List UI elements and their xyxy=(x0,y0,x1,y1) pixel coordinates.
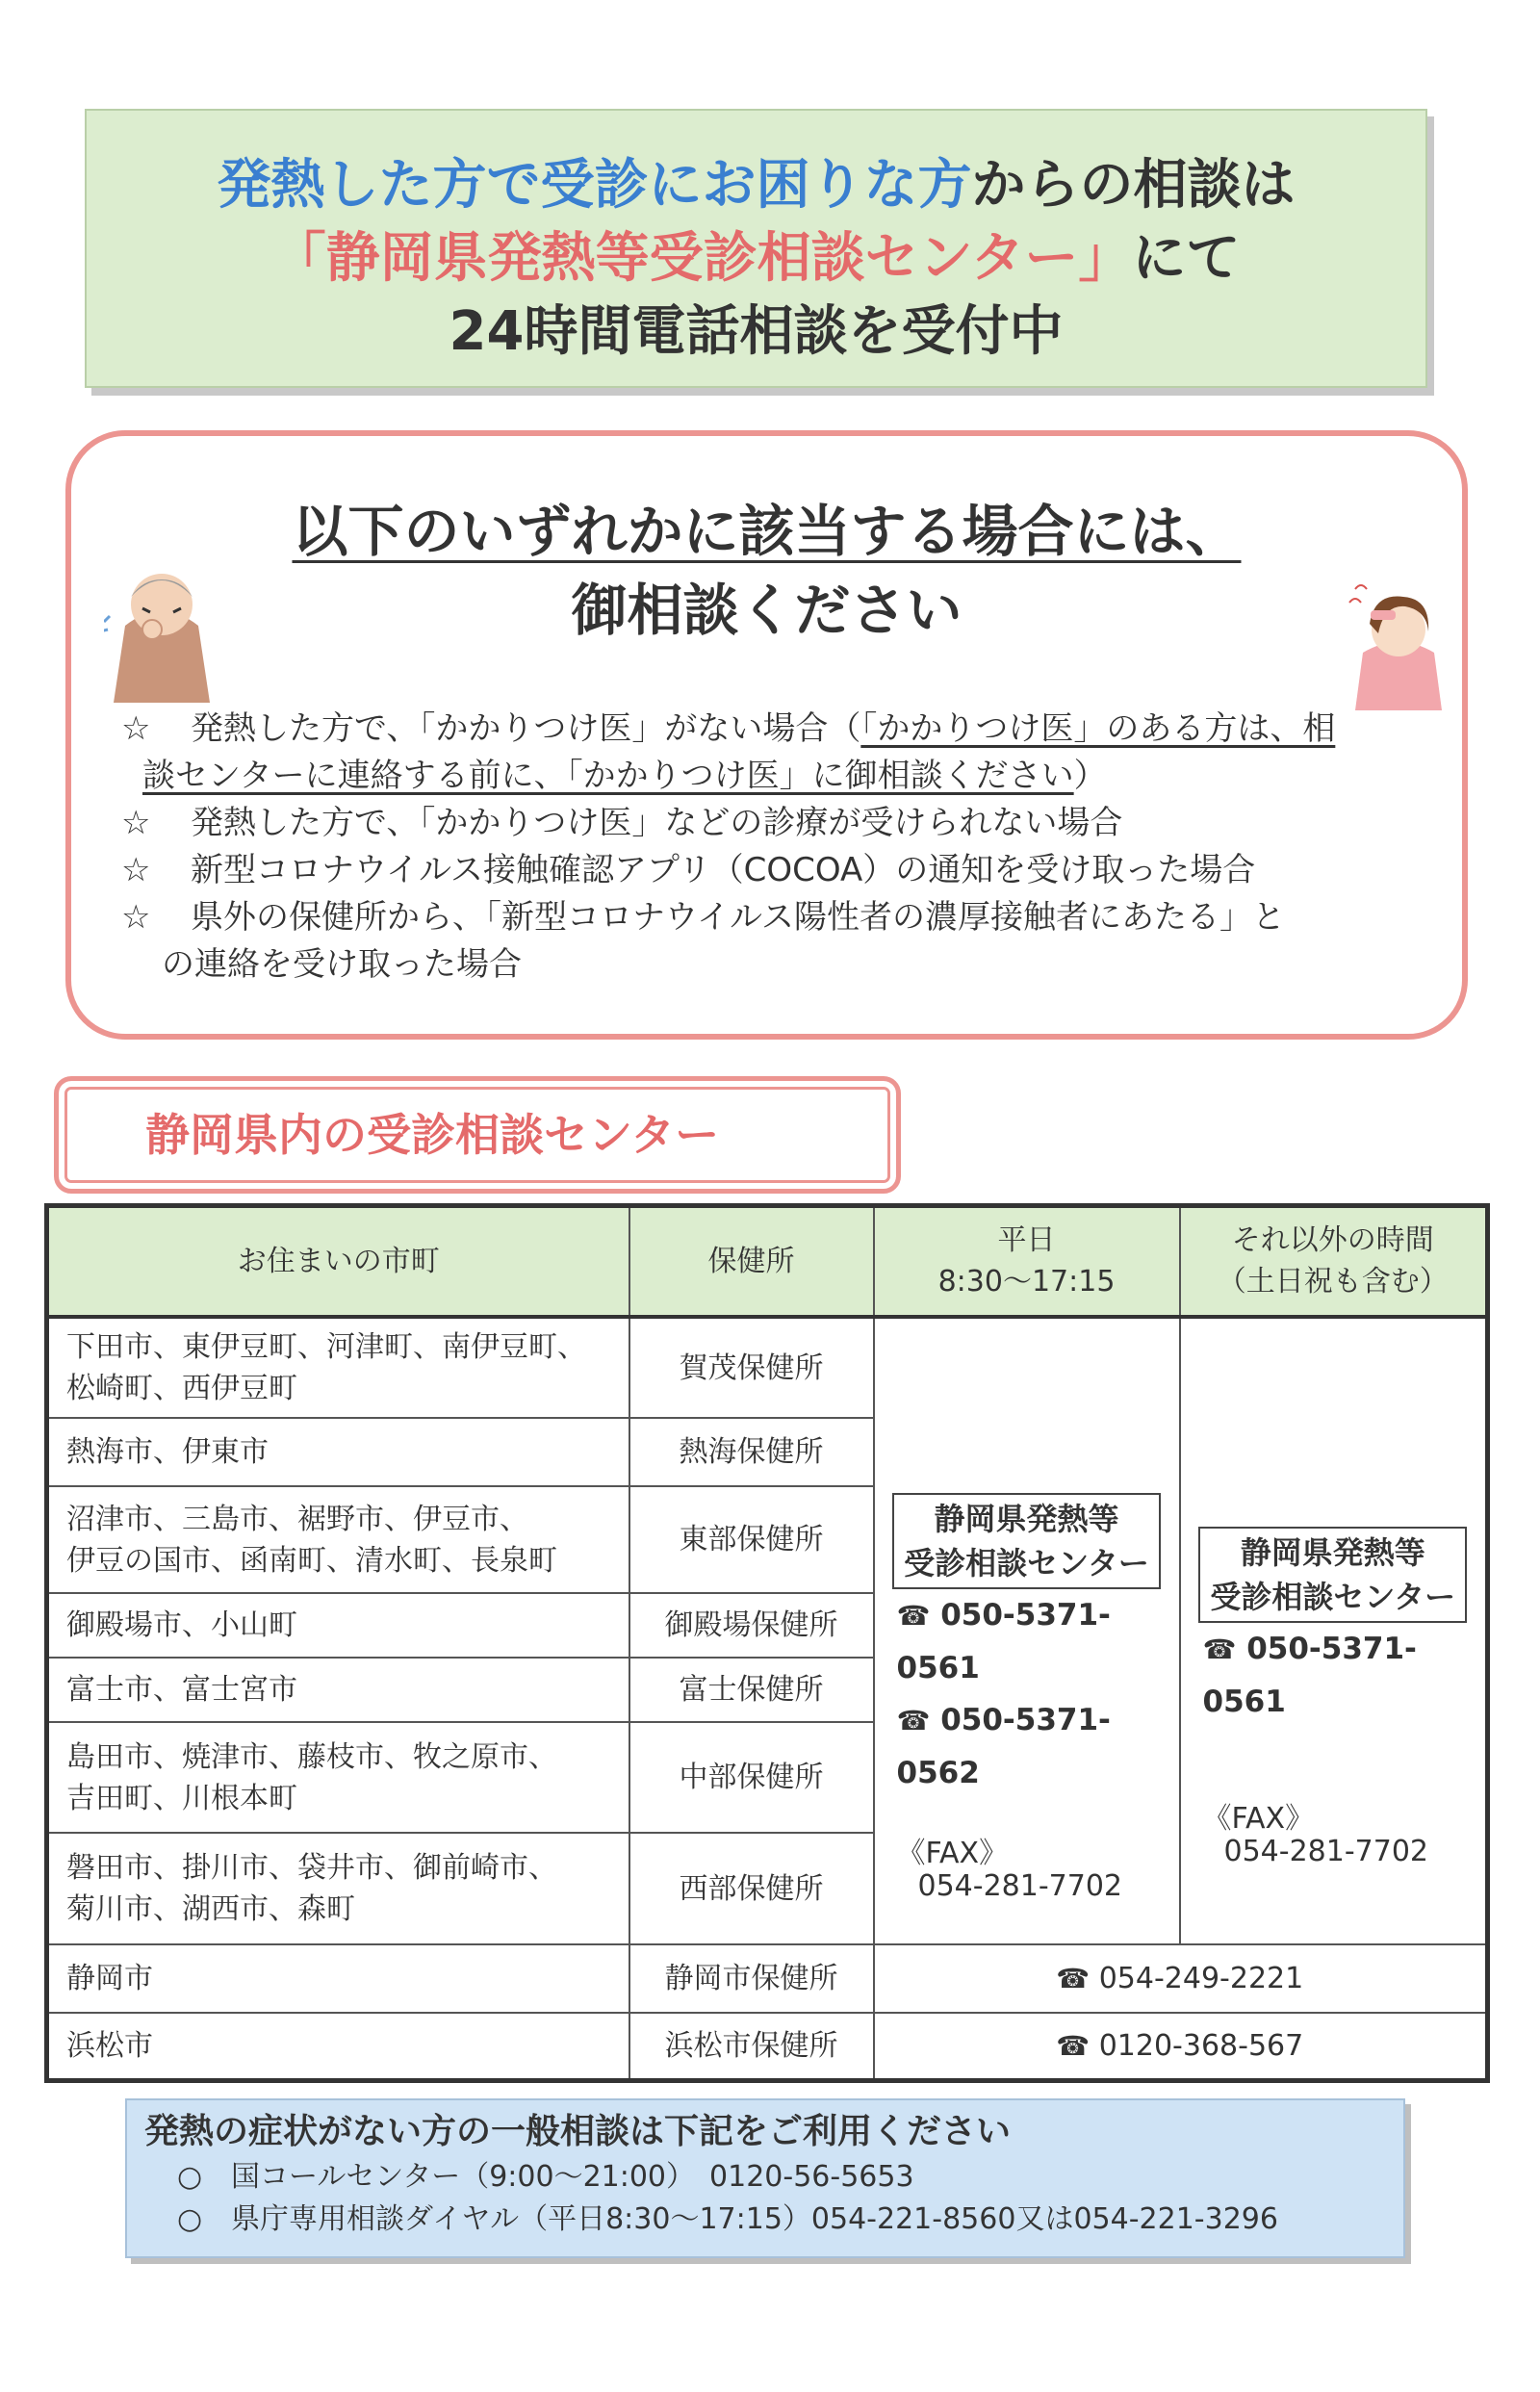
general-item-1: 国コールセンター（9:00～21:00） 0120-56-5653 xyxy=(231,2160,914,2194)
coughing-elder-illustration xyxy=(104,558,219,703)
center-name-box xyxy=(1198,1527,1467,1623)
other-phone xyxy=(1182,1623,1485,1728)
general-item xyxy=(144,2199,1403,2241)
banner-line-1-rest: からの相談は xyxy=(971,154,1296,217)
fax-number: 054-281-7702 xyxy=(917,1868,1123,1903)
weekday-phone-2 xyxy=(876,1694,1178,1799)
header-weekday-label: 平日 xyxy=(997,1223,1056,1258)
area-text: 沼津市、三島市、裾野市、伊豆市、 xyxy=(66,1502,528,1536)
fax-label: 《FAX》 xyxy=(896,1836,1009,1870)
center-name-line-2: 受診相談センター xyxy=(904,1544,1149,1582)
star-icon: ☆ xyxy=(121,898,151,937)
area-text: 島田市、焼津市、藤枝市、牧之原市、 xyxy=(66,1739,557,1774)
conditions-title-line-1: 以下のいずれかに該当する場合には、 xyxy=(292,499,1242,564)
header-weekday xyxy=(874,1206,1180,1317)
conditions-title xyxy=(71,492,1462,650)
header-area: お住まいの市町 xyxy=(47,1206,629,1317)
header-health-office: 保健所 xyxy=(629,1206,874,1317)
phone-icon: ☎ xyxy=(896,1704,931,1736)
phone-icon: ☎ xyxy=(1202,1633,1237,1666)
table-row xyxy=(47,2013,1488,2081)
area-text: 磐田市、掛川市、袋井市、御前崎市、 xyxy=(66,1851,557,1886)
header-other-times xyxy=(1180,1206,1488,1317)
table-row xyxy=(47,1944,1488,2013)
star-icon: ☆ xyxy=(121,709,151,748)
section-title: 静岡県内の受診相談センター xyxy=(54,1076,901,1194)
header-other-note: （土日祝も含む） xyxy=(1217,1265,1449,1299)
banner-line-3: 24時間電話相談を受付中 xyxy=(449,300,1064,363)
top-banner xyxy=(85,109,1427,388)
other-fax xyxy=(1182,1803,1485,1868)
phone-icon: ☎ xyxy=(1056,2029,1091,2062)
area-cell: 富士市、富士宮市 xyxy=(47,1658,629,1722)
weekday-phone-1 xyxy=(876,1589,1178,1694)
star-icon: ☆ xyxy=(121,851,151,889)
health-office-cell: 富士保健所 xyxy=(629,1658,874,1722)
health-office-cell: 静岡市保健所 xyxy=(629,1944,874,2013)
area-cell xyxy=(47,1833,629,1943)
condition-1-text: 発熱した方で、「かかりつけ医」がない場合（ xyxy=(191,709,861,748)
condition-2-text: 発熱した方で、「かかりつけ医」などの診療が受けられない場合 xyxy=(191,804,1123,842)
health-office-cell: 西部保健所 xyxy=(629,1833,874,1943)
circle-icon: ○ xyxy=(177,2202,203,2236)
banner-line-1-highlight: 発熱した方で受診にお困りな方 xyxy=(217,154,972,217)
area-text: 菊川市、湖西市、森町 xyxy=(66,1892,355,1927)
banner-line-2-highlight: 「静岡県発熱等受診相談センター」 xyxy=(271,227,1133,290)
area-cell: 浜松市 xyxy=(47,2013,629,2081)
area-cell: 静岡市 xyxy=(47,1944,629,2013)
banner-line-1 xyxy=(87,149,1425,222)
condition-item xyxy=(121,894,1440,989)
other-contact-cell xyxy=(1180,1317,1488,1944)
health-office-cell: 東部保健所 xyxy=(629,1486,874,1593)
center-name-line-1: 静岡県発熱等 xyxy=(934,1500,1119,1537)
center-name-line-2: 受診相談センター xyxy=(1210,1579,1456,1616)
phone-number: 050-5371-0561 xyxy=(1202,1632,1417,1720)
area-text: 下田市、東伊豆町、河津町、南伊豆町、 xyxy=(66,1330,586,1365)
condition-item xyxy=(121,706,1440,800)
health-office-cell: 熱海保健所 xyxy=(629,1418,874,1486)
hamamatsu-phone-cell xyxy=(874,2013,1488,2081)
general-item xyxy=(144,2156,1403,2199)
weekday-fax xyxy=(876,1838,1178,1903)
phone-number: 0120-368-567 xyxy=(1098,2028,1304,2063)
shizuoka-phone-cell xyxy=(874,1944,1488,2013)
health-office-cell: 御殿場保健所 xyxy=(629,1593,874,1658)
phone-number: 050-5371-0561 xyxy=(896,1597,1111,1685)
condition-item xyxy=(121,847,1440,894)
weekday-contact-cell xyxy=(874,1317,1180,1944)
health-office-cell: 中部保健所 xyxy=(629,1722,874,1833)
area-cell: 熱海市、伊東市 xyxy=(47,1418,629,1486)
banner-line-2-rest: にて xyxy=(1132,227,1241,290)
center-name-box xyxy=(892,1493,1161,1589)
conditions-list xyxy=(121,706,1440,989)
fax-label: 《FAX》 xyxy=(1202,1802,1315,1837)
center-name-line-1: 静岡県発熱等 xyxy=(1240,1534,1425,1572)
area-cell xyxy=(47,1486,629,1593)
area-cell: 御殿場市、小山町 xyxy=(47,1593,629,1658)
circle-icon: ○ xyxy=(177,2160,203,2194)
banner-line-2 xyxy=(87,222,1425,296)
condition-4-text: 県外の保健所から、「新型コロナウイルス陽性者の濃厚接触者にあたる」と xyxy=(191,898,1285,937)
general-item-2: 県庁専用相談ダイヤル（平日8:30～17:15）054-221-8560又は054-221-3296 xyxy=(231,2202,1278,2236)
area-cell xyxy=(47,1317,629,1418)
conditions-box xyxy=(65,430,1468,1040)
general-consultation-box xyxy=(125,2098,1405,2258)
feverish-girl-illustration xyxy=(1346,576,1451,710)
condition-1-note-a: 「かかりつけ医」のある方は、相 xyxy=(860,709,1336,748)
phone-icon: ☎ xyxy=(1056,1962,1091,1994)
conditions-title-line-2: 御相談ください xyxy=(571,578,962,643)
area-cell xyxy=(47,1722,629,1833)
general-heading: 発熱の症状がない方の一般相談は下記をご利用ください xyxy=(144,2112,1012,2151)
health-office-cell: 浜松市保健所 xyxy=(629,2013,874,2081)
condition-4-text-cont: の連絡を受け取った場合 xyxy=(162,945,522,984)
phone-number: 050-5371-0562 xyxy=(896,1702,1111,1790)
area-text: 伊豆の国市、函南町、清水町、長泉町 xyxy=(66,1543,557,1578)
header-other-label: それ以外の時間 xyxy=(1231,1223,1434,1258)
condition-item xyxy=(121,800,1440,847)
star-icon: ☆ xyxy=(121,804,151,842)
consultation-table xyxy=(44,1203,1490,2083)
area-text: 吉田町、川根本町 xyxy=(66,1781,297,1815)
condition-3-text: 新型コロナウイルス接触確認アプリ（COCOA）の通知を受け取った場合 xyxy=(191,851,1256,889)
condition-1-note-b: 談センターに連絡する前に、「かかりつけ医」に御相談ください xyxy=(142,757,1074,795)
phone-number: 054-249-2221 xyxy=(1098,1961,1304,1995)
area-text: 松崎町、西伊豆町 xyxy=(66,1372,297,1406)
fax-number: 054-281-7702 xyxy=(1223,1835,1429,1869)
table-row xyxy=(47,1317,1488,1418)
header-weekday-hours: 8:30～17:15 xyxy=(937,1265,1116,1299)
health-office-cell: 賀茂保健所 xyxy=(629,1317,874,1418)
phone-icon: ☎ xyxy=(896,1599,931,1632)
condition-1-end: ） xyxy=(1073,757,1107,795)
